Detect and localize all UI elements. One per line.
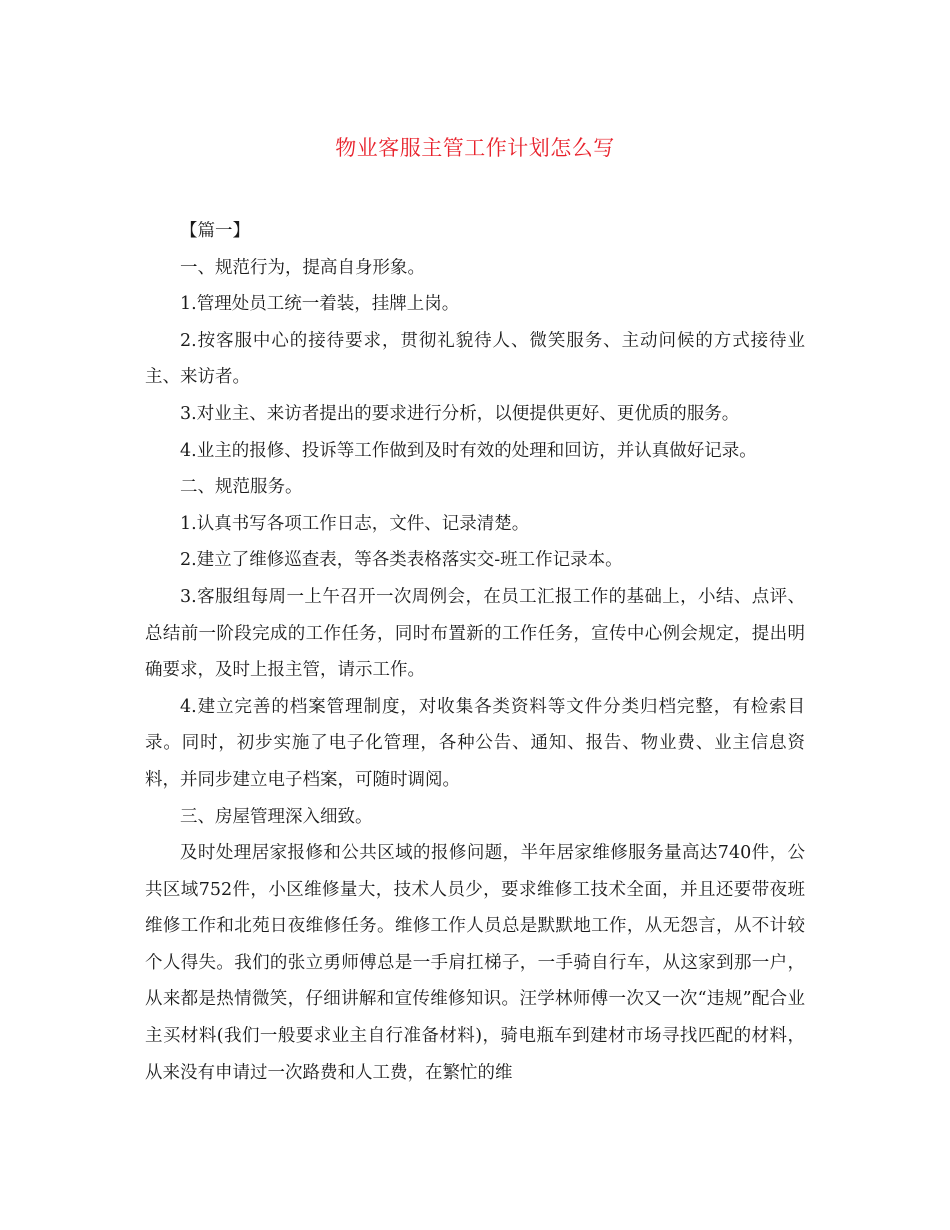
heading-section-3: 三、房屋管理深入细致。 [180,806,373,827]
paragraph-2-3: 3.客服组每周一上午召开一次周例会，在员工汇报工作的基础上，小结、点评、总结前一阶段完成的工作任务，同时布置新的工作任务，宣传中心例会规定，提出明确要求，及时上报主管，请示工作。 [145,586,805,681]
page-title: 物业客服主管工作计划怎么写 [335,136,615,160]
paragraph-1-3: 3.对业主、来访者提出的要求进行分析，以便提供更好、更优质的服务。 [180,403,740,424]
paragraph-3-1: 及时处理居家报修和公共区域的报修问题，半年居家维修服务量高达740件，公共区域752件，小区维修量大，技术人员少，要求维修工技术全面，并且还要带夜班维修工作和北苑日夜维修任务。维修工作人员总是默默地工作，从无怨言，从不计较个人得失。我们的张立勇师傅总是一手肩扛梯子，一手骑自行车，从这家到那一户，从来都是热情微笑，仔细讲解和宣传维修知识。汪学林师傅一次又一次“违规”配合业主买材料(我们一般要求业主自行准备材料)，骑电瓶车到建材市场寻找匹配的材料，从来没有申请过一次路费和人工费，在繁忙的维 [145,843,805,1083]
paragraph-1-1: 1.管理处员工统一着装，挂牌上岗。 [180,294,460,315]
document-body [145,213,805,1091]
paragraph-2-4: 4.建立完善的档案管理制度，对收集各类资料等文件分类归档完整，有检索目录。同时，初步实施了电子化管理，各种公告、通知、报告、物业费、业主信息资料，并同步建立电子档案，可随时调阅。 [145,696,805,790]
heading-section-1: 一、规范行为，提高自身形象。 [180,257,425,278]
paragraph-1-2: 2.按客服中心的接待要求，贯彻礼貌待人、微笑服务、主动问候的方式接待业主、来访者。 [145,330,805,388]
paragraph-2-2: 2.建立了维修巡查表，等各类表格落实交-班工作记录本。 [180,550,623,571]
paragraph-2-1: 1.认真书写各项工作日志，文件、记录清楚。 [180,513,530,534]
section-header-part-one: 【篇一】 [180,221,250,241]
paragraph-1-4: 4.业主的报修、投诉等工作做到及时有效的处理和回访，并认真做好记录。 [180,440,757,461]
heading-section-2: 二、规范服务。 [180,477,303,498]
